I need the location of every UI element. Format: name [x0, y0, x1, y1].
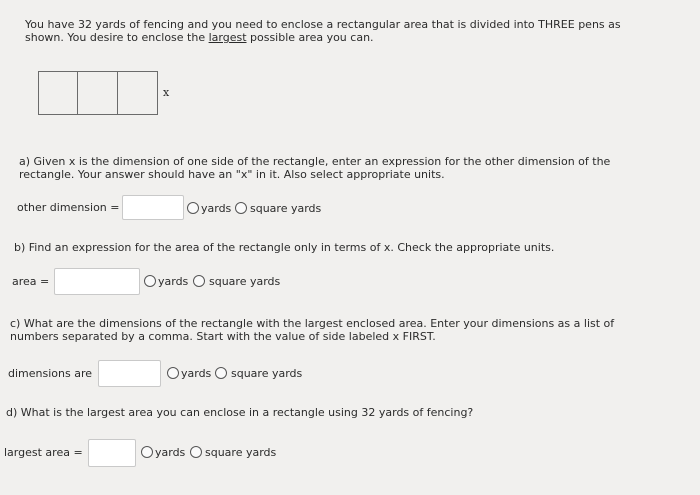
part-b-yards-label: yards: [158, 275, 189, 288]
pen-divider-1: [77, 72, 78, 114]
part-b-label: area =: [12, 275, 50, 288]
part-b-question-line-1: b) Find an expression for the area of the rectangle only in terms of x. Check the appropriate units.: [14, 241, 555, 254]
part-c-question-line-1: c) What are the dimensions of the rectangle with the largest enclosed area. Enter your dimensions as a list of: [10, 317, 615, 330]
part-a-yards-label: yards: [201, 202, 232, 215]
part-a-question-line-2: rectangle. Your answer should have an "x" in it. Also select appropriate units.: [19, 168, 445, 181]
three-pen-diagram: [38, 71, 158, 115]
part-d-label: largest area =: [4, 446, 83, 459]
intro-line-2: [25, 31, 374, 44]
part-d-square-yards-label: square yards: [205, 446, 277, 459]
part-d-yards-label: yards: [155, 446, 186, 459]
intro-line-2-post: possible area you can.: [246, 31, 374, 44]
part-c-question-line-2: numbers separated by a comma. Start with the value of side labeled x FIRST.: [10, 330, 436, 343]
part-a-question-line-1: a) Given x is the dimension of one side of the rectangle, enter an expression for the other dimension of the: [19, 155, 611, 168]
diagram-x-label: x: [163, 86, 170, 99]
part-a-square-yards-radio[interactable]: [235, 202, 247, 214]
intro-line-1: You have 32 yards of fencing and you need to enclose a rectangular area that is divided into THREE pens as: [25, 18, 621, 31]
intro-line-2-pre: shown. You desire to enclose the: [25, 31, 209, 44]
intro-largest-emphasis: largest: [208, 31, 247, 44]
part-d-question-line-1: d) What is the largest area you can enclose in a rectangle using 32 yards of fencing?: [6, 406, 474, 419]
part-d-square-yards-radio[interactable]: [190, 446, 202, 458]
part-b-square-yards-label: square yards: [209, 275, 281, 288]
largest-area-input[interactable]: [88, 439, 136, 467]
part-a-square-yards-label: square yards: [250, 202, 322, 215]
part-d-yards-radio[interactable]: [141, 446, 153, 458]
part-c-square-yards-label: square yards: [231, 367, 303, 380]
part-a-yards-radio[interactable]: [187, 202, 199, 214]
part-a-label: other dimension =: [17, 201, 120, 214]
pen-divider-2: [117, 72, 118, 114]
part-c-yards-label: yards: [181, 367, 212, 380]
area-expression-input[interactable]: [54, 268, 140, 295]
dimensions-input[interactable]: [98, 360, 161, 387]
part-b-yards-radio[interactable]: [144, 275, 156, 287]
part-c-yards-radio[interactable]: [167, 367, 179, 379]
part-c-square-yards-radio[interactable]: [215, 367, 227, 379]
part-b-square-yards-radio[interactable]: [193, 275, 205, 287]
other-dimension-input[interactable]: [122, 195, 184, 220]
part-c-label: dimensions are: [8, 367, 92, 380]
